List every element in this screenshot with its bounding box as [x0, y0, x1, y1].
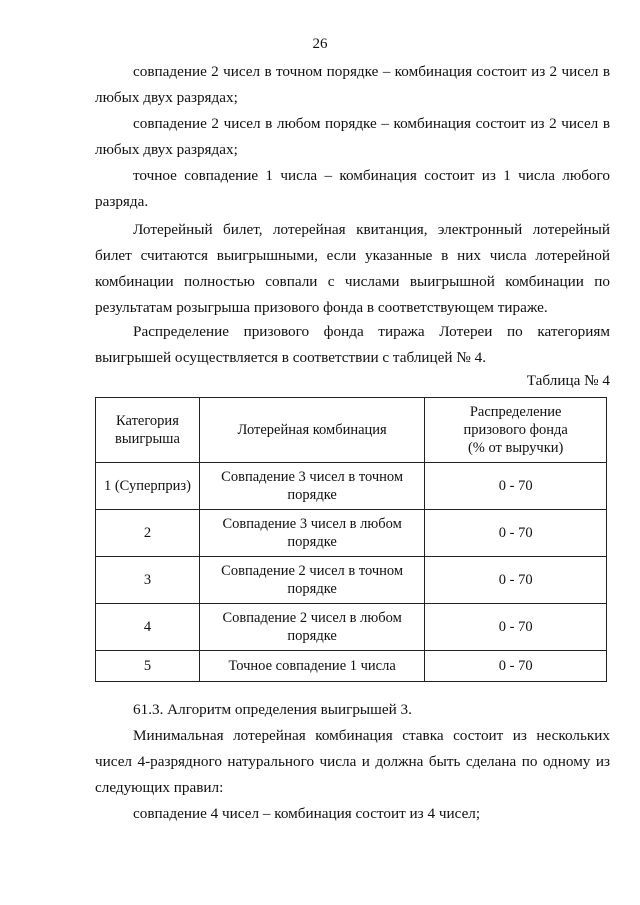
cell-text: Совпадение 2 чисел в точном [221, 563, 404, 579]
text-line: Распределение призового фонда тиража Лотереи по категориям [133, 323, 610, 340]
text-line: следующих правил: [95, 779, 224, 796]
table-header-row [96, 398, 607, 463]
header-text: Распределение [469, 404, 562, 420]
cell-category: 2 [96, 510, 200, 557]
table-row [96, 604, 607, 651]
paragraph-minimal-combination [95, 723, 610, 801]
cell-distribution: 0 - 70 [425, 651, 607, 682]
text-line: любых двух разрядах; [95, 89, 238, 106]
page-number: 26 [312, 36, 328, 52]
cell-category: 5 [96, 651, 200, 682]
prize-distribution-table [95, 397, 607, 682]
text-line: точное совпадение 1 числа – комбинация состоит из 1 числа любого [133, 167, 610, 184]
cell-text: порядке [287, 487, 337, 503]
cell-combination [199, 510, 424, 557]
cell-text: порядке [287, 581, 337, 597]
cell-category: 1 (Суперприз) [96, 463, 200, 510]
cell-text: порядке [287, 628, 337, 644]
header-category [96, 398, 200, 463]
header-distribution [425, 398, 607, 463]
header-text: (% от выручки) [467, 440, 564, 456]
text-line: Лотерейный билет, лотерейная квитанция, электронный лотерейный [133, 221, 610, 238]
header-combination: Лотерейная комбинация [199, 398, 424, 463]
text-line: результатам розыгрыша призового фонда в соответствующем тираже. [95, 299, 548, 316]
text-line: Минимальная лотерейная комбинация ставка состоит из нескольких [133, 727, 610, 744]
header-text: Категория [116, 413, 179, 429]
cell-distribution: 0 - 70 [425, 604, 607, 651]
cell-distribution: 0 - 70 [425, 463, 607, 510]
cell-text: Совпадение 3 чисел в точном [221, 469, 404, 485]
cell-combination: Точное совпадение 1 числа [199, 651, 424, 682]
table-row [96, 463, 607, 510]
paragraph-match-2-exact [95, 59, 610, 111]
text-line: любых двух разрядах; [95, 141, 238, 158]
cell-category: 3 [96, 557, 200, 604]
text-line: комбинации полностью совпали с числами выигрышной комбинации по [95, 273, 610, 290]
cell-text: порядке [287, 534, 337, 550]
header-text: призового фонда [463, 422, 568, 438]
cell-combination [199, 604, 424, 651]
text-line: совпадение 4 чисел – комбинация состоит из 4 чисел; [133, 805, 481, 822]
cell-category: 4 [96, 604, 200, 651]
text-line: билет считаются выигрышными, если указанные в них числа лотерейной [95, 247, 610, 264]
text-line: выигрышей осуществляется в соответствии с таблицей № 4. [95, 349, 487, 366]
cell-text: Совпадение 3 чисел в любом [222, 516, 402, 532]
text-line: чисел 4-разрядного натурального числа и должна быть сделана по одному из [95, 753, 610, 770]
header-text: выигрыша [115, 431, 180, 447]
cell-distribution: 0 - 70 [425, 557, 607, 604]
paragraph-match-1-exact [95, 163, 610, 215]
table-row [96, 557, 607, 604]
cell-combination [199, 557, 424, 604]
text-line: совпадение 2 чисел в любом порядке – комбинация состоит из 2 чисел в [133, 115, 610, 132]
paragraph-prize-distribution [95, 319, 610, 371]
cell-distribution: 0 - 70 [425, 510, 607, 557]
paragraph-match-4 [95, 801, 610, 827]
table-row [96, 651, 607, 682]
cell-combination [199, 463, 424, 510]
section-heading-61-3 [95, 697, 610, 723]
cell-text: Совпадение 2 чисел в любом [222, 610, 402, 626]
table-row [96, 510, 607, 557]
text-line: 61.3. Алгоритм определения выигрышей 3. [133, 701, 412, 718]
paragraph-match-2-any [95, 111, 610, 163]
text-line: разряда. [95, 193, 149, 210]
table-caption: Таблица № 4 [526, 372, 610, 389]
text-line: совпадение 2 чисел в точном порядке – комбинация состоит из 2 чисел в [133, 63, 610, 80]
paragraph-winning-tickets [95, 217, 610, 321]
